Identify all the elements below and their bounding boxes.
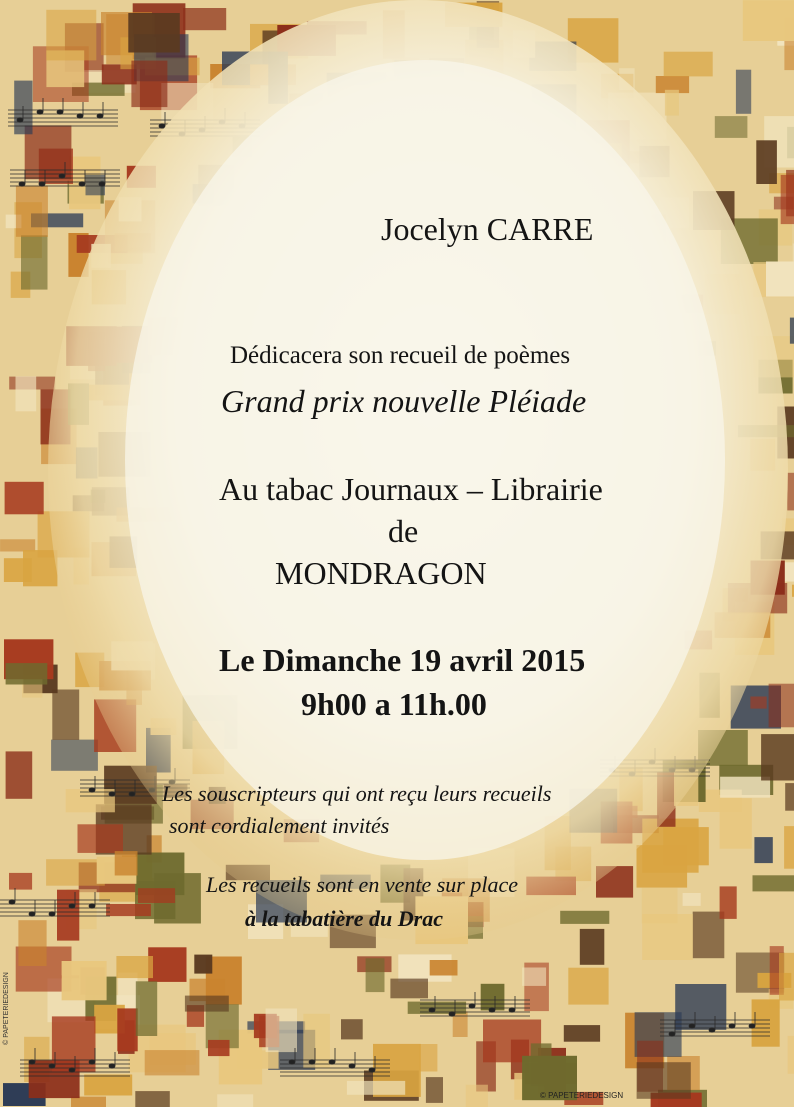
collage-patch	[756, 140, 777, 184]
collage-patch	[84, 1075, 132, 1096]
collage-patch	[785, 783, 794, 811]
collage-patch	[138, 888, 175, 903]
collage-patch	[693, 912, 725, 959]
collage-patch	[753, 875, 794, 891]
collage-patch	[57, 890, 79, 941]
collage-patch	[790, 318, 794, 344]
collage-patch	[769, 684, 794, 728]
collage-patch	[6, 663, 48, 684]
collage-patch	[481, 984, 505, 1011]
collage-patch	[185, 996, 229, 1012]
collage-patch	[52, 690, 79, 740]
copyright-notice-vertical: © PAPETERIEDESIGN	[2, 972, 10, 1045]
collage-patch	[665, 90, 679, 116]
collage-patch	[784, 826, 794, 869]
sale-note-line2: à la tabatière du Drac	[245, 906, 443, 931]
collage-patch	[18, 920, 46, 966]
sale-note-line1: Les recueils sont en vente sur place	[206, 872, 518, 897]
collage-patch	[71, 1097, 106, 1107]
collage-patch	[466, 1085, 488, 1107]
collage-patch	[564, 1025, 600, 1042]
collage-patch	[128, 13, 180, 53]
collage-patch	[16, 376, 37, 411]
collage-patch	[46, 10, 96, 61]
collage-patch	[531, 1043, 552, 1086]
subscribers-note-line1: Les souscripteurs qui ont reçu leurs recueils	[162, 781, 552, 806]
collage-patch	[750, 697, 766, 709]
collage-patch	[118, 973, 137, 1011]
collage-patch	[788, 1036, 794, 1074]
collage-patch	[430, 960, 458, 976]
collage-patch	[46, 859, 105, 886]
collage-patch	[522, 968, 546, 986]
collage-patch	[66, 789, 115, 812]
collage-patch	[131, 61, 167, 108]
collage-patch	[781, 175, 794, 224]
collage-patch	[117, 1008, 137, 1051]
collage-patch	[4, 558, 32, 582]
collage-patch	[779, 953, 794, 1001]
collage-patch	[568, 968, 608, 1005]
collage-patch	[21, 235, 48, 289]
collage-patch	[637, 1062, 691, 1099]
collage-patch	[390, 979, 428, 999]
collage-patch	[787, 473, 794, 511]
collage-patch	[62, 961, 107, 1000]
collage-patch	[743, 0, 794, 41]
collage-patch	[16, 186, 48, 237]
collage-patch	[0, 539, 35, 551]
venue-town: MONDRAGON	[275, 555, 487, 591]
collage-patch	[217, 1094, 253, 1107]
collage-patch	[106, 904, 151, 916]
collage-patch	[145, 1050, 200, 1075]
collage-patch	[347, 1081, 405, 1095]
collage-patch	[683, 893, 701, 906]
collage-patch	[148, 947, 186, 982]
collage-patch	[560, 911, 609, 924]
collage-patch	[761, 734, 794, 780]
collage-patch	[715, 116, 748, 138]
collage-patch	[9, 873, 32, 890]
collage-patch	[642, 914, 693, 960]
collage-patch	[194, 955, 212, 974]
collage-patch	[664, 52, 713, 77]
author-name: Jocelyn CARRE	[381, 211, 594, 247]
copyright-notice: © PAPETERIEDESIGN	[540, 1091, 624, 1100]
collage-patch	[736, 70, 751, 114]
collage-patch	[6, 751, 33, 798]
subscribers-note-line2: sont cordialement invités	[169, 813, 390, 838]
collage-patch	[720, 886, 737, 919]
collage-patch	[366, 958, 385, 992]
collage-patch	[754, 837, 772, 863]
collage-patch	[752, 999, 780, 1046]
collage-patch	[51, 740, 98, 771]
book-title: Grand prix nouvelle Pléiade	[221, 383, 587, 419]
collage-patch	[78, 824, 124, 853]
venue-name: Au tabac Journaux – Librairie	[219, 471, 603, 507]
venue-preposition: de	[388, 513, 419, 549]
collage-patch	[426, 1077, 443, 1103]
collage-patch	[136, 981, 157, 1036]
collage-patch	[135, 1091, 170, 1107]
event-time: 9h00 a 11h.00	[301, 686, 487, 722]
collage-patch	[116, 956, 153, 978]
collage-patch	[341, 1019, 363, 1039]
collage-patch	[208, 1040, 230, 1056]
collage-patch	[675, 984, 726, 1030]
collage-patch	[766, 262, 794, 297]
collage-patch	[266, 1009, 297, 1053]
collage-patch	[115, 851, 138, 875]
collage-patch	[419, 1044, 437, 1072]
event-date: Le Dimanche 19 avril 2015	[219, 642, 586, 678]
collage-patch	[5, 482, 44, 515]
announcement-line: Dédicacera son recueil de poèmes	[230, 342, 571, 369]
collage-patch	[183, 8, 226, 30]
collage-patch	[580, 929, 605, 965]
